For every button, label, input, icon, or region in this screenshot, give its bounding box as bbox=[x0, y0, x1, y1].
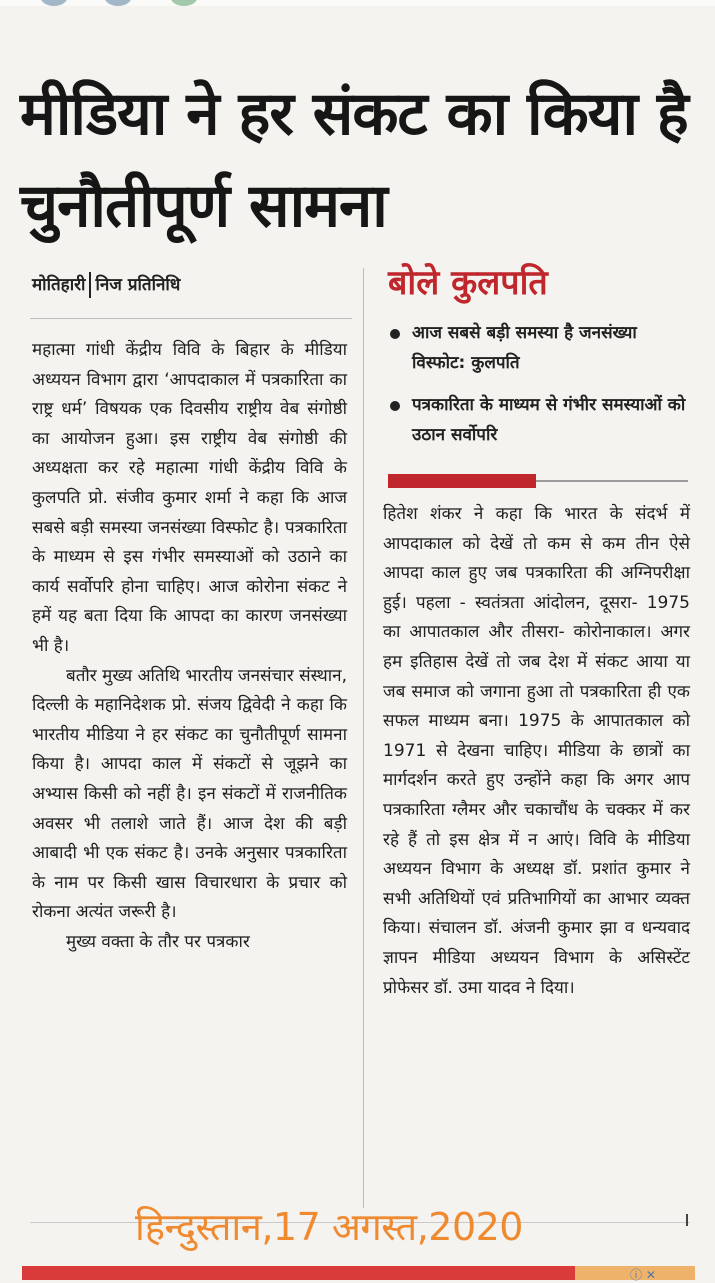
info-icon[interactable]: ⓘ bbox=[630, 1268, 643, 1282]
ad-banner[interactable] bbox=[22, 1266, 695, 1280]
section-rule bbox=[536, 480, 688, 482]
article-right-column bbox=[383, 500, 690, 1003]
share-icon bbox=[170, 0, 198, 6]
byline-source: निज प्रतिनिधि bbox=[95, 275, 181, 295]
byline-rule bbox=[30, 318, 352, 319]
article-paragraph: हितेश शंकर ने कहा कि भारत के संदर्भ में आपदाकाल को देखें तो कम से कम तीन ऐसे आपदा काल हुए जब पत्रकारिता की अग्निपरीक्षा हुई। पहला - स्वतंत्रता आंदोलन, दूसरा- 1975 का आपातकाल और तीसरा- कोरोनाकाल। अगर हम इतिहास देखें तो जब देश में संकट आया या जब समाज को जगाना हुआ तो पत्रकारिता ही एक सफल माध्यम बना। 1975 के आपातकाल को 1971 से देखना चाहिए। मीडिया के छात्रों का मार्गदर्शन करते हुए उन्होंने कहा कि अगर आप पत्रकारिता ग्लैमर और चकाचौंध के चक्कर में कर रहे हैं तो इस क्षेत्र में न आएं। विवि के मीडिया अध्ययन विभाग के अध्यक्ष डॉ. प्रशांत कुमार ने सभी अतिथियों एवं प्रतिभागियों का आभार व्यक्त किया। संचालन डॉ. अंजनी कुमार झा व धन्यवाद ज्ञापन मीडिया अध्ययन विभाग के असिस्टेंट प्रोफेसर डॉ. उमा यादव ने दिया। bbox=[383, 504, 690, 998]
article-paragraph: बतौर मुख्य अतिथि भारतीय जनसंचार संस्थान, दिल्ली के महानिदेशक प्रो. संजय द्विवेदी ने कहा कि भारतीय मीडिया ने हर संकट का चुनौतीपूर्ण सामना किया है। आपदा काल में संकटों से जूझने का अभ्यास किसी को नहीं है। इन संकटों में राजनीतिक अवसर भी तलाशे जाते हैं। आज देश की बड़ी आबादी भी एक संकट है। उनके अनुसार पत्रकारिता के नाम पर किसी खास विचारधारा के प्रचार को रोकना अत्यंत जरूरी है। bbox=[32, 665, 347, 923]
byline bbox=[32, 272, 180, 298]
share-icon bbox=[40, 0, 68, 6]
article-paragraph: महात्मा गांधी केंद्रीय विवि के बिहार के मीडिया अध्ययन विभाग द्वारा ‘आपदाकाल में पत्रकारिता का राष्ट्र धर्म’ विषयक एक दिवसीय राष्ट्रीय वेब संगोष्ठी का आयोजन हुआ। इस राष्ट्रीय वेब संगोष्ठी की अध्यक्षता कर रहे महात्मा गांधी केंद्रीय विवि के कुलपति प्रो. संजीव कुमार शर्मा ने कहा कि आज सबसे बड़ी समस्या जनसंख्या विस्फोट है। पत्रकारिता के माध्यम से इस गंभीर समस्याओं को उठाने का कार्य सर्वोपरि होना चाहिए। आज कोरोना संकट ने हमें यह बता दिया कि आपदा का कारण जनसंख्या भी है। bbox=[32, 340, 347, 656]
sidebar-bullet: पत्रकारिता के माध्यम से गंभीर समस्याओं को उठान सर्वोपरि bbox=[388, 390, 688, 450]
source-caption: हिन्दुस्तान,17 अगस्त,2020 bbox=[135, 1205, 523, 1249]
column-divider bbox=[363, 268, 364, 1208]
share-icon bbox=[104, 0, 132, 6]
sidebar-bullets bbox=[388, 318, 688, 462]
bottom-rule-tick bbox=[686, 1214, 688, 1226]
close-icon[interactable]: ✕ bbox=[645, 1268, 656, 1282]
headline: मीडिया ने हर संकट का किया है चुनौतीपूर्ण सामना bbox=[20, 79, 688, 242]
ad-controls bbox=[630, 1266, 656, 1283]
byline-separator bbox=[89, 272, 91, 298]
sidebar-title: बोले कुलपति bbox=[388, 263, 548, 303]
article-paragraph: मुख्य वक्ता के तौर पर पत्रकार bbox=[66, 931, 250, 952]
sidebar-bullet: आज सबसे बड़ी समस्या है जनसंख्या विस्फोट: कुलपति bbox=[388, 318, 688, 378]
top-strip bbox=[0, 0, 715, 6]
article-left-column bbox=[32, 336, 347, 957]
section-accent-bar bbox=[388, 474, 536, 488]
byline-place: मोतिहारी bbox=[32, 275, 86, 295]
